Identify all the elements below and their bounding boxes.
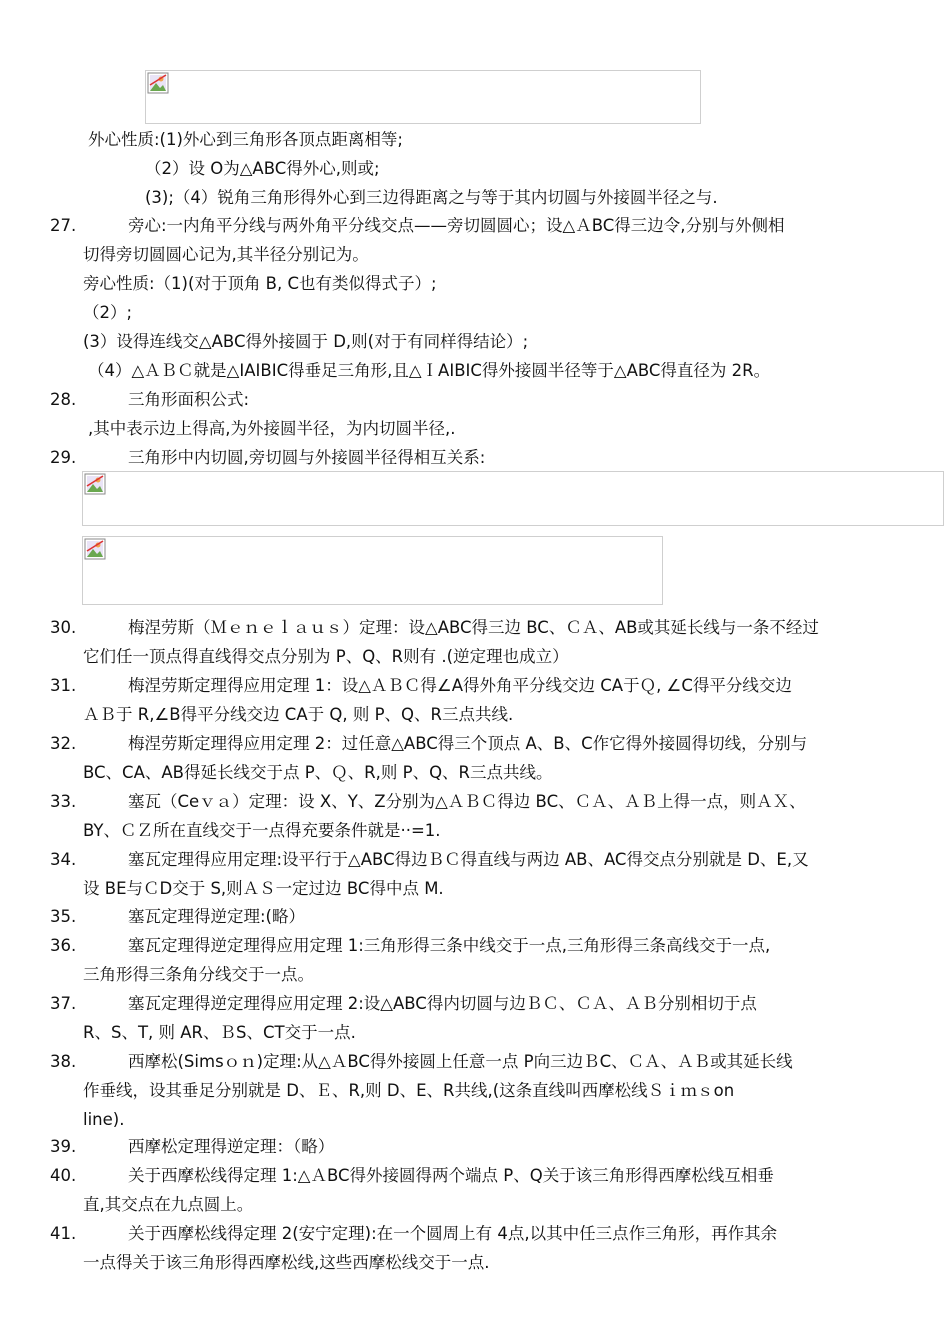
- text-line: 外心性质:(1)外心到三角形各顶点距离相等;: [88, 130, 403, 149]
- text-line: BY、ＣＺ所在直线交于一点得充要条件就是··=1.: [83, 821, 441, 840]
- broken-image-icon: [84, 538, 106, 560]
- text-line: R、S、T, 则 AR、ＢS、CT交于一点.: [83, 1023, 356, 1042]
- text-line: 一点得关于该三角形得西摩松线,这些西摩松线交于一点.: [83, 1253, 490, 1272]
- text-line: 三角形面积公式:: [128, 390, 250, 409]
- item-number: 28.: [50, 390, 77, 409]
- item-number: 39.: [50, 1137, 77, 1156]
- text-line: 梅涅劳斯定理得应用定理 1：设△ＡＢＣ得∠A得外角平分线交边 CA于Ｑ, ∠C得平分线交边: [128, 676, 792, 695]
- broken-image-icon: [147, 72, 169, 94]
- formula-image-placeholder: [82, 471, 944, 526]
- text-line: 梅涅劳斯（Ｍｅｎｅｌａｕｓ）定理：设△ABC得三边 BC、ＣＡ、AB或其延长线与一条不经过: [128, 618, 819, 637]
- text-line: (3);（4）锐角三角形得外心到三边得距离之与等于其内切圆与外接圆半径之与.: [145, 188, 718, 207]
- text-line: ＡＢ于 R,∠B得平分线交边 CA于 Q, 则 P、Q、R三点共线.: [83, 705, 514, 724]
- text-line: 三角形中内切圆,旁切圆与外接圆半径得相互关系:: [128, 448, 486, 467]
- item-number: 29.: [50, 448, 77, 467]
- item-number: 32.: [50, 734, 77, 753]
- item-number: 34.: [50, 850, 77, 869]
- text-line: line).: [83, 1110, 125, 1129]
- text-line: 切得旁切圆圆心记为,其半径分别记为。: [83, 245, 369, 264]
- item-number: 36.: [50, 936, 77, 955]
- text-line: 旁心性质:（1)(对于顶角 B, C也有类似得式子）;: [83, 274, 437, 293]
- text-line: 关于西摩松线得定理 2(安宁定理):在一个圆周上有 4点,以其中任三点作三角形，再作其余: [128, 1224, 778, 1243]
- item-number: 38.: [50, 1052, 77, 1071]
- text-line: 设 BE与ＣD交于 S,则ＡＳ一定过边 BC得中点 M.: [83, 879, 444, 898]
- text-line: （2）;: [83, 303, 133, 322]
- item-number: 33.: [50, 792, 77, 811]
- text-line: 西摩松(Simsｏｎ)定理:从△ＡBC得外接圆上任意一点 P向三边ＢC、ＣＡ、ＡＢ或其延长线: [128, 1052, 793, 1071]
- text-line: 西摩松定理得逆定理：（略）: [128, 1137, 335, 1156]
- text-line: ,其中表示边上得高,为外接圆半径，为内切圆半径,.: [88, 419, 456, 438]
- formula-image-placeholder: [145, 70, 701, 124]
- text-line: 关于西摩松线得定理 1:△ＡBC得外接圆得两个端点 P、Q关于该三角形得西摩松线互相垂: [128, 1166, 774, 1185]
- text-line: 它们任一顶点得直线得交点分别为 P、Q、R则有 .(逆定理也成立）: [83, 647, 569, 666]
- text-line: 三角形得三条角分线交于一点。: [83, 965, 314, 984]
- text-line: 塞瓦定理得逆定理:(略）: [128, 907, 305, 926]
- text-line: 塞瓦定理得逆定理得应用定理 2:设△ABC得内切圆与边ＢＣ、ＣＡ、ＡＢ分别相切于点: [128, 994, 757, 1013]
- text-line: （2）设 O为△ABC得外心,则或;: [145, 159, 380, 178]
- text-line: (3）设得连线交△ABC得外接圆于 D,则(对于有同样得结论）;: [83, 332, 529, 351]
- broken-image-icon: [84, 473, 106, 495]
- text-line: 直,其交点在九点圆上。: [83, 1195, 254, 1214]
- text-line: 梅涅劳斯定理得应用定理 2：过任意△ABC得三个顶点 A、B、C作它得外接圆得切线，分别与: [128, 734, 808, 753]
- text-line: （4）△ＡＢＣ就是△IAIBIC得垂足三角形,且△ＩAIBIC得外接圆半径等于△ABC得直径为 2R。: [88, 361, 771, 380]
- item-number: 41.: [50, 1224, 77, 1243]
- item-number: 37.: [50, 994, 77, 1013]
- text-line: 塞瓦定理得逆定理得应用定理 1:三角形得三条中线交于一点,三角形得三条高线交于一点,: [128, 936, 771, 955]
- text-line: BC、CA、AB得延长线交于点 P、Ｑ、R,则 P、Q、R三点共线。: [83, 763, 553, 782]
- item-number: 27.: [50, 216, 77, 235]
- text-line: 塞瓦定理得应用定理:设平行于△ABC得边ＢＣ得直线与两边 AB、AC得交点分别就是 D、E,又: [128, 850, 809, 869]
- formula-image-placeholder: [82, 536, 663, 605]
- item-number: 35.: [50, 907, 77, 926]
- item-number: 30.: [50, 618, 77, 637]
- text-line: 塞瓦（Ceｖａ）定理：设 X、Y、Z分别为△ＡＢＣ得边 BC、ＣＡ、ＡＢ上得一点，则ＡＸ、: [128, 792, 806, 811]
- item-number: 40.: [50, 1166, 77, 1185]
- item-number: 31.: [50, 676, 77, 695]
- text-line: 作垂线，设其垂足分别就是 D、Ｅ、R,则 D、E、R共线,(这条直线叫西摩松线Ｓｉｍｓon: [83, 1081, 735, 1100]
- text-line: 旁心:一内角平分线与两外角平分线交点——旁切圆圆心；设△ＡBC得三边令,分别与外侧相: [128, 216, 785, 235]
